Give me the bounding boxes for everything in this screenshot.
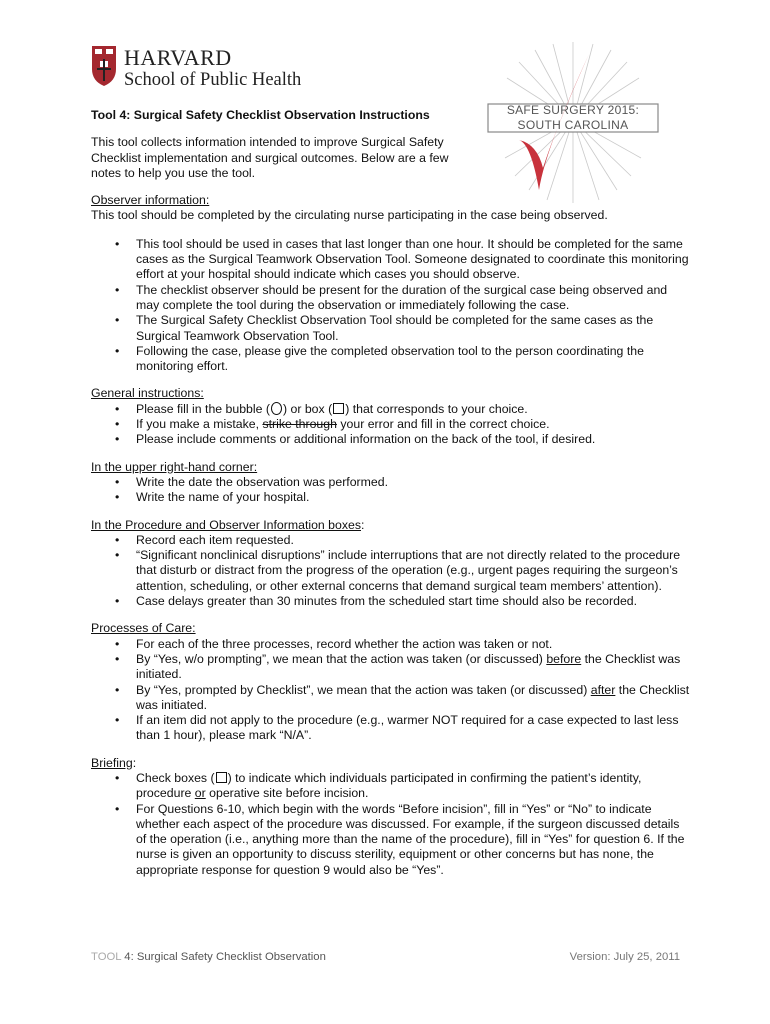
- bullet: •: [115, 548, 120, 563]
- bullet: •: [115, 417, 120, 432]
- list-item: [91, 417, 691, 432]
- list-item-text: ) that corresponds to your choice.: [345, 401, 528, 416]
- footer-tool-title: [91, 951, 326, 963]
- list-item-text: This tool should be used in cases that last longer than one hour. It should be completed for the same cases as the Surgical Teamwork Observation Tool. Someone designated to coordinate this monitoring effort at your hospital should indicate which cases you should observe.: [136, 236, 689, 282]
- bullet: •: [115, 401, 120, 416]
- underlined-word: or: [194, 786, 206, 801]
- list-item-text: For Questions 6-10, which begin with the words “Before incision”, fill in “Yes” or “No” to indicate whether each aspect of the procedure was discussed. For example, if the surgeon discussed details of the operation (i.e., anything more than the name of the procedure), fill in “Yes” for question 6. If the nurse is given an opportunity to discuss sterility, equipment or other concerns but has none, the appropriate response for question 9 would also be “Yes”.: [136, 801, 685, 877]
- list-item-text: operative site before incision.: [205, 786, 369, 801]
- list-item: [91, 533, 691, 548]
- list-item: [91, 475, 691, 490]
- underlined-word: after: [590, 682, 616, 697]
- checkbox-icon: [333, 403, 344, 414]
- badge-line-2: SOUTH CAROLINA: [517, 118, 629, 132]
- list-item: [91, 313, 691, 344]
- list-item-text: Check boxes (: [136, 770, 215, 785]
- strike-through-text: strike through: [262, 417, 337, 432]
- bullet: •: [115, 282, 120, 297]
- general-heading: General instructions:: [91, 386, 204, 401]
- corner-list: [91, 475, 691, 506]
- document-body: [91, 108, 691, 890]
- observer-heading: Observer information:: [91, 193, 210, 208]
- observer-list: [91, 237, 691, 375]
- observer-section: [91, 193, 691, 374]
- list-item: [91, 637, 691, 652]
- list-item-text: Write the date the observation was performed.: [136, 474, 388, 489]
- veritas-shield-icon: [91, 45, 117, 87]
- list-item-text: If you make a mistake,: [136, 417, 263, 432]
- list-item: [91, 432, 691, 447]
- list-item-text: The checklist observer should be present for the duration of the surgical case being observed and may complete the tool during the observation or immediately following the case.: [136, 282, 668, 312]
- observer-text: This tool should be completed by the circulating nurse participating in the case being observed.: [91, 208, 608, 223]
- list-item-text: For each of the three processes, record whether the action was taken or not.: [136, 636, 553, 651]
- general-section: [91, 386, 691, 447]
- underlined-word: before: [546, 651, 582, 666]
- list-item: [91, 771, 691, 802]
- footer-tool-name: : Surgical Safety Checklist Observation: [130, 951, 326, 963]
- list-item-text: The Surgical Safety Checklist Observation Tool should be completed for the same cases as the Surgical Teamwork Observation Tool.: [136, 313, 654, 343]
- list-item-text: If an item did not apply to the procedure (e.g., warmer NOT required for a case expected to last less than 1 hour), please mark “N/A”.: [136, 713, 679, 743]
- list-item: [91, 548, 691, 594]
- general-list: [91, 402, 691, 448]
- org-subtitle: School of Public Health: [124, 70, 302, 90]
- briefing-heading: Briefing: [91, 755, 133, 770]
- processes-list: [91, 637, 691, 744]
- org-name: HARVARD: [124, 45, 232, 70]
- bullet: •: [115, 594, 120, 609]
- bullet: •: [115, 713, 120, 728]
- bullet: •: [115, 236, 120, 251]
- bullet: •: [115, 490, 120, 505]
- procedure-heading-suffix: :: [361, 517, 365, 532]
- list-item-text: “Significant nonclinical disruptions” include interruptions that are not directly related to the procedure that disturb or distract from the progress of the operation (e.g., urgent pages requiring the surgeon’s attention, scheduling, or other external concerns that demand surgical team members’ attention).: [136, 548, 681, 593]
- list-item: [91, 490, 691, 505]
- list-item: [91, 652, 691, 683]
- list-item-text: the Checklist was initiated.: [136, 651, 681, 682]
- bullet: •: [115, 474, 120, 489]
- list-item: [91, 594, 691, 609]
- list-item-text: Please include comments or additional information on the back of the tool, if desired.: [136, 432, 596, 447]
- list-item: [91, 683, 691, 714]
- bullet: •: [115, 651, 120, 666]
- processes-heading: Processes of Care:: [91, 621, 196, 636]
- bubble-icon: [271, 402, 282, 415]
- footer-tool-word: TOOL: [91, 951, 125, 963]
- footer-tool-number: 4: [124, 951, 131, 963]
- bullet: •: [115, 801, 120, 816]
- badge-line-1: SAFE SURGERY 2015:: [506, 103, 640, 117]
- list-item-text: ) to indicate which individuals participated in confirming the patient’s identity, procedure: [136, 770, 642, 801]
- briefing-heading-line: [91, 756, 691, 771]
- bullet: •: [115, 532, 120, 547]
- footer-version: Version: July 25, 2011: [569, 951, 680, 963]
- corner-heading: In the upper right-hand corner:: [91, 459, 258, 474]
- bullet: •: [115, 770, 120, 785]
- list-item: [91, 283, 691, 314]
- corner-section: [91, 460, 691, 506]
- list-item-text: your error and fill in the correct choice.: [336, 417, 550, 432]
- list-item: [91, 402, 691, 417]
- list-item-text: ) or box (: [282, 401, 333, 416]
- list-item: [91, 344, 691, 375]
- harvard-logo: [91, 45, 351, 95]
- intro-paragraph: This tool collects information intended to improve Surgical Safety Checklist implementation and surgical outcomes. Below are a few notes to help you use the tool.: [91, 135, 449, 180]
- procedure-heading: In the Procedure and Observer Information boxes: [91, 517, 361, 532]
- list-item-text: Following the case, please give the completed observation tool to the person coordinating the monitoring effort.: [136, 343, 644, 374]
- bullet: •: [115, 636, 120, 651]
- procedure-section: [91, 518, 691, 610]
- bullet: •: [115, 343, 120, 358]
- bullet: •: [115, 313, 120, 328]
- bullet: •: [115, 432, 120, 447]
- list-item: [91, 713, 691, 744]
- list-item-text: Please fill in the bubble (: [136, 401, 270, 416]
- procedure-list: [91, 533, 691, 609]
- list-item-text: Case delays greater than 30 minutes from the scheduled start time should also be recorded.: [136, 594, 638, 609]
- bullet: •: [115, 682, 120, 697]
- list-item-text: By “Yes, prompted by Checklist”, we mean that the action was taken (or discussed): [136, 682, 591, 697]
- briefing-list: [91, 771, 691, 878]
- briefing-section: [91, 756, 691, 878]
- list-item-text: By “Yes, w/o prompting”, we mean that the action was taken (or discussed): [136, 651, 547, 666]
- list-item-text: Write the name of your hospital.: [136, 490, 310, 505]
- checkbox-icon: [216, 772, 227, 783]
- document-title: Tool 4: Surgical Safety Checklist Observation Instructions: [91, 108, 430, 122]
- list-item-text: the Checklist was initiated.: [136, 682, 690, 712]
- list-item: [91, 237, 691, 283]
- briefing-heading-suffix: :: [132, 755, 137, 770]
- processes-section: [91, 621, 691, 743]
- list-item-text: Record each item requested.: [136, 532, 294, 547]
- procedure-heading-line: [91, 518, 691, 533]
- list-item: [91, 802, 691, 878]
